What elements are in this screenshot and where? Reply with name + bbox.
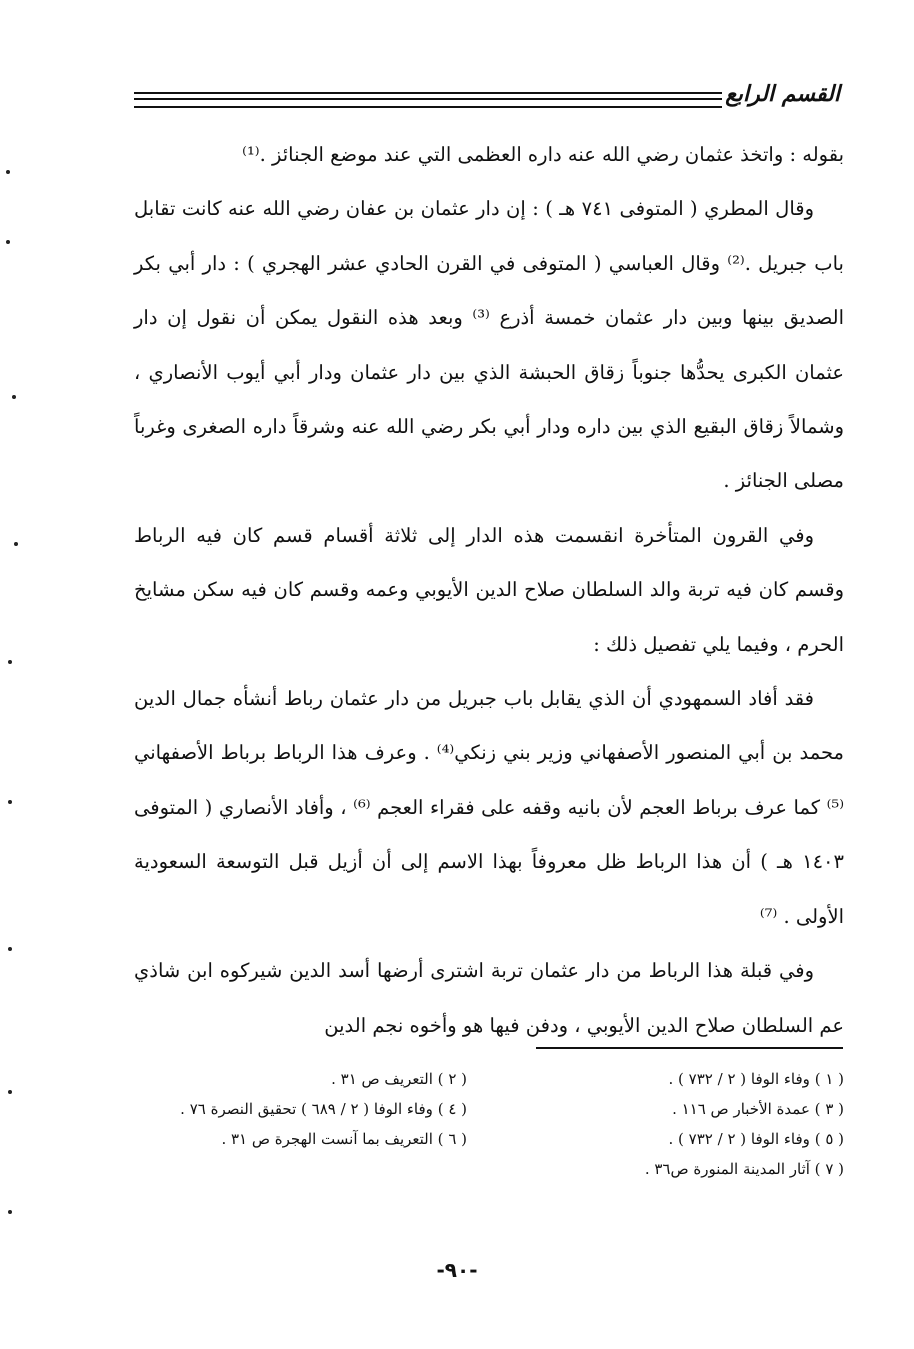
- margin-speck: [8, 947, 12, 951]
- page-number: -٩٠-: [436, 1258, 478, 1282]
- header-rule: [134, 92, 722, 108]
- paragraph: وفي القرون المتأخرة انقسمت هذه الدار إلى ثلاثة أقسام قسم كان فيه الرباط وقسم كان فيه تربة والد السلطان صلاح الدين الأيوبي وعمه وقسم كان فيه سكن مشايخ الحرم ، وفيما يلي تفصيل ذلك :: [134, 523, 844, 656]
- footnote-separator: [536, 1047, 843, 1049]
- footnote-item: ( ٤ ) وفاء الوفا ( ٢ / ٦٨٩ ) تحقيق النصرة ٧٦ .: [180, 1100, 467, 1118]
- margin-speck: [8, 1210, 12, 1214]
- margin-speck: [8, 800, 12, 804]
- section-title: القسم الرابع: [725, 82, 840, 107]
- footnote-item: ( ١ ) وفاء الوفا ( ٢ / ٧٣٢ ) .: [668, 1070, 844, 1088]
- footnote-item: ( ٢ ) التعريف ص ٣١ .: [331, 1070, 467, 1088]
- margin-speck: [8, 1090, 12, 1094]
- paragraph: بقوله : واتخذ عثمان رضي الله عنه داره العظمى التي عند موضع الجنائز .⁽¹⁾: [242, 143, 844, 166]
- footnote-item: ( ٦ ) التعريف بما آنست الهجرة ص ٣١ .: [221, 1130, 467, 1148]
- paragraph: وفي قبلة هذا الرباط من دار عثمان تربة اشترى أرضها أسد الدين شيركوه ابن شاذي عم السلطان صلاح الدين الأيوبي ، ودفن فيها هو وأخوه نجم الدين: [134, 959, 844, 1037]
- margin-speck: [8, 660, 12, 664]
- footnotes: [130, 1064, 844, 1184]
- margin-speck: [12, 395, 16, 399]
- paragraph: وقال المطري ( المتوفى ٧٤١ هـ ) : إن دار عثمان بن عفان رضي الله عنه كانت تقابل باب جبريل .⁽²⁾ وقال العباسي ( المتوفى في القرن الحادي عشر الهجري ) : دار أبي بكر الصديق بينها وبين دار عثمان خمسة أذرع ⁽³⁾ وبعد هذه النقول يمكن أن نقول إن دار عثمان الكبرى يحدُّها جنوباً زقاق الحبشة الذي بين دار عثمان ودار أبي أيوب الأنصاري ، وشمالاً زقاق البقيع الذي بين داره ودار أبي بكر رضي الله عنه وشرقاً داره الصغرى وغرباً مصلى الجنائز .: [134, 197, 844, 493]
- margin-speck: [6, 170, 10, 174]
- footnote-item: ( ٥ ) وفاء الوفا ( ٢ / ٧٣٢ ) .: [668, 1130, 844, 1148]
- running-header: [134, 80, 844, 110]
- footnote-item: ( ٣ ) عمدة الأخبار ص ١١٦ .: [672, 1100, 844, 1118]
- main-text: [134, 128, 845, 1037]
- footnote-item: ( ٧ ) آثار المدينة المنورة ص٣٦ .: [644, 1160, 844, 1178]
- margin-speck: [6, 240, 10, 244]
- margin-speck: [14, 542, 18, 546]
- paragraph: فقد أفاد السمهودي أن الذي يقابل باب جبريل من دار عثمان رباط أنشأه جمال الدين محمد بن أبي المنصور الأصفهاني وزير بني زنكي⁽⁴⁾ . وعرف هذا الرباط برباط الأصفهاني ⁽⁵⁾ كما عرف برباط العجم لأن بانيه وقفه على فقراء العجم ⁽⁶⁾ ، وأفاد الأنصاري ( المتوفى ١٤٠٣ هـ ) أن هذا الرباط ظل معروفاً بهذا الاسم إلى أن أزيل قبل التوسعة السعودية الأولى . ⁽⁷⁾: [134, 687, 845, 928]
